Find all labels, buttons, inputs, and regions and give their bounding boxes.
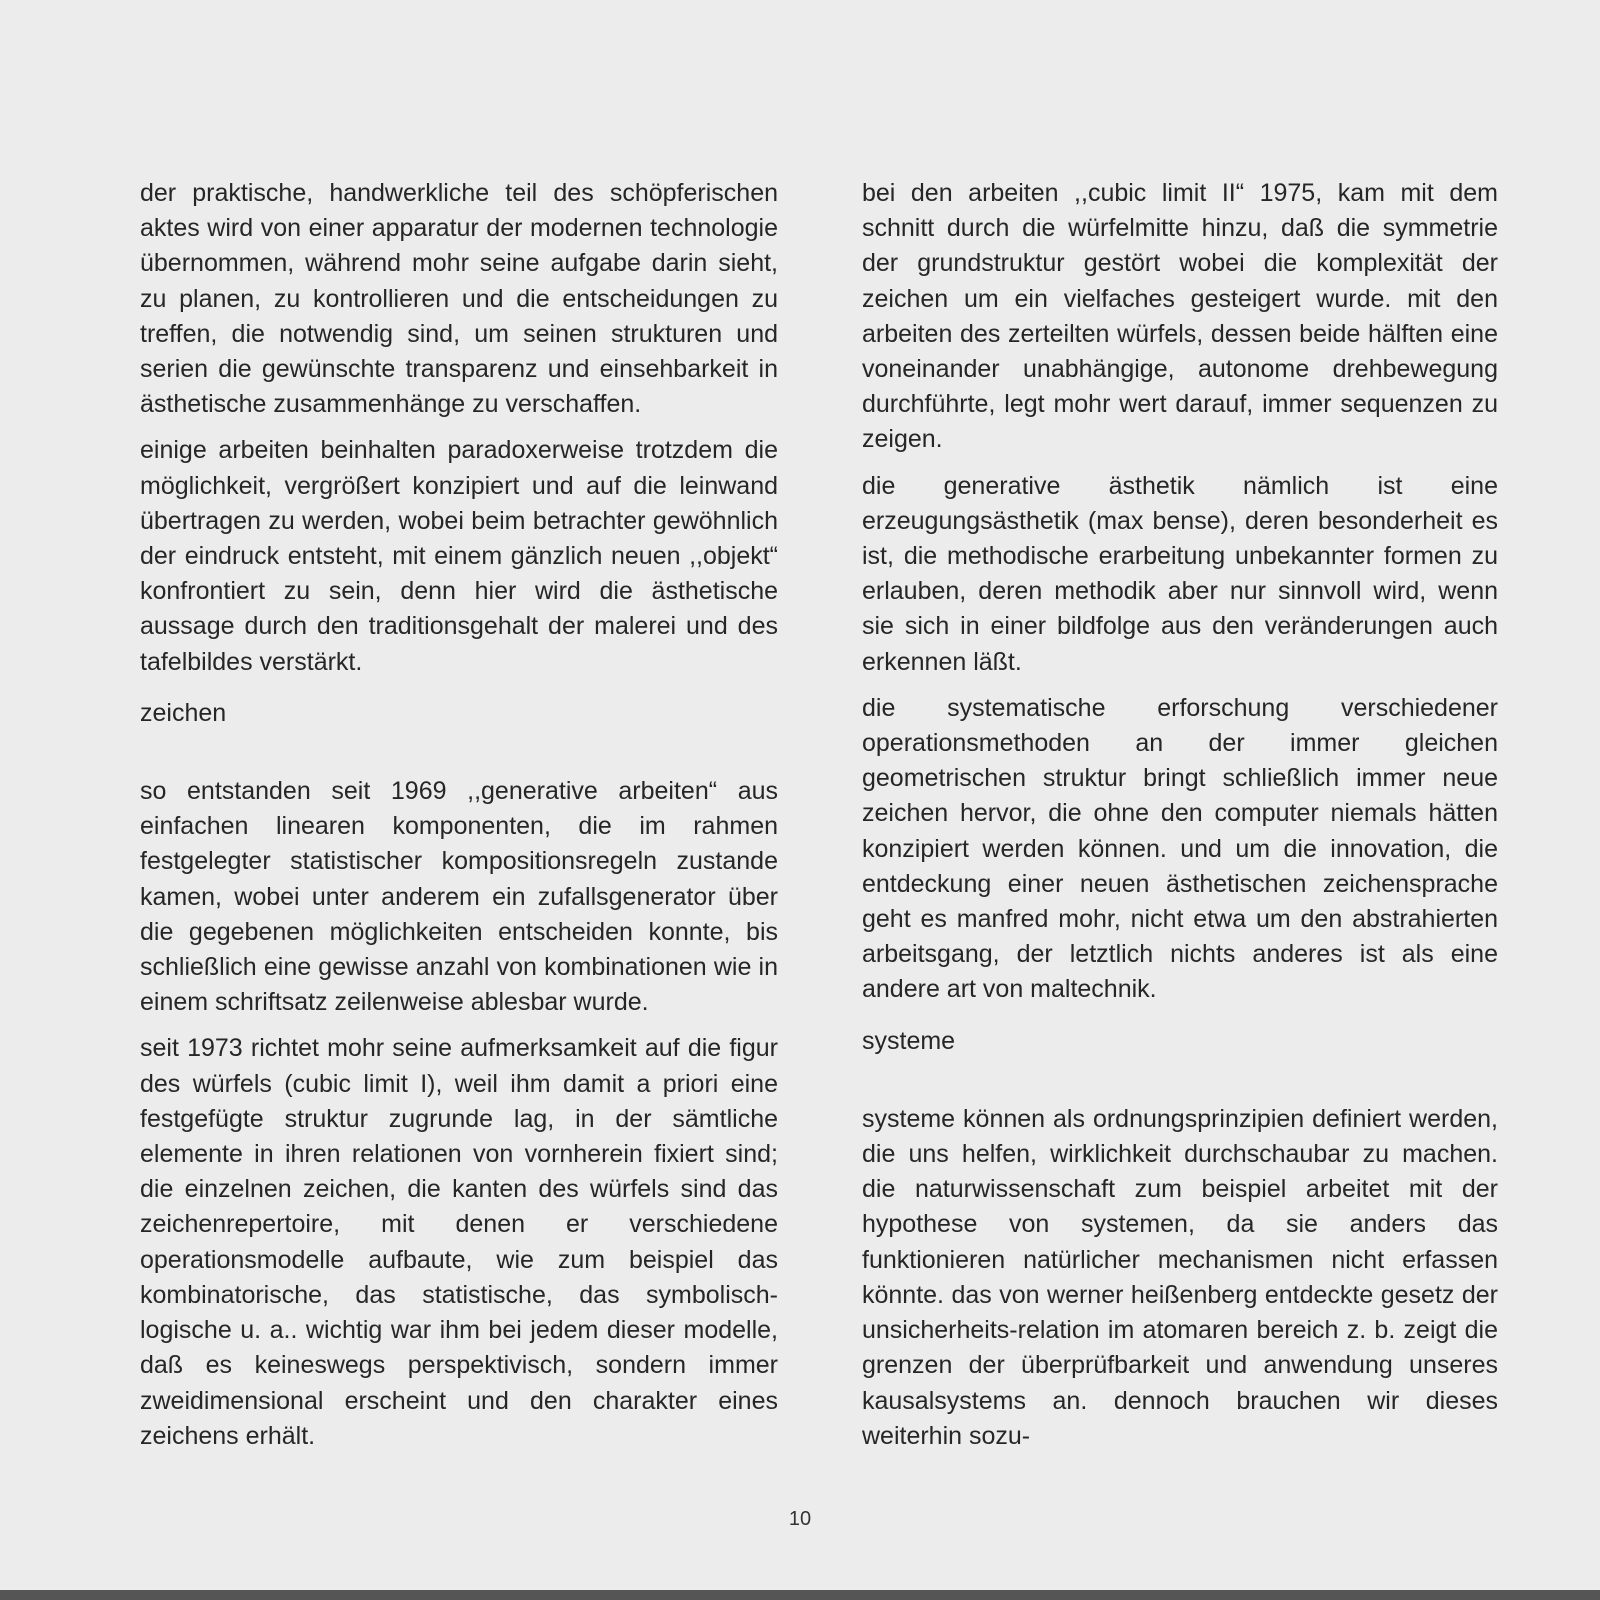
paragraph: die systematische erforschung verschiedener operationsmethoden an der immer gleichen geometrischen struktur bringt schließlich immer neue zeichen hervor, die ohne den computer niemals hätten konzipiert werden können. und um die innovation, die entdeckung einer neuen ästhetischen zeichensprache geht es manfred mohr, nicht etwa um den abstrahierten arbeitsgang, der letztlich nichts anderes ist als eine andere art von maltechnik. bbox=[862, 693, 1498, 1004]
page-number: 10 bbox=[788, 1508, 812, 1530]
paragraph: bei den arbeiten ,,cubic limit II“ 1975, kam mit dem schnitt durch die würfelmitte hinzu, daß die symmetrie der grundstruktur gestört wobei die komplexität der zeichen um ein vielfaches gesteigert wurde. mit den arbeiten des zerteilten würfels, dessen beide hälften eine voneinander unabhängige, autonome drehbewegung durchführte, legt mohr wert darauf, immer sequenzen zu zeigen. bbox=[862, 179, 1498, 454]
page-bottom-edge bbox=[0, 1590, 1600, 1600]
paragraph: so entstanden seit 1969 ,,generative arbeiten“ aus einfachen linearen komponenten, die im rahmen festgelegter statistischer kompositionsregeln zustande kamen, wobei unter anderem ein zufallsgenerator über die gegebenen möglichkeiten entscheiden konnte, bis schließlich eine gewisse anzahl von kombinationen wie in einem schriftsatz zeilenweise ablesbar wurde. bbox=[140, 777, 778, 1017]
paragraph: systeme können als ordnungsprinzipien definiert werden, die uns helfen, wirklichkeit durchschaubar zu machen. die naturwissenschaft zum beispiel arbeitet mit der hypothese von systemen, da sie anders das funktionieren natürlicher mechanismen nicht erfassen könnte. das von werner heißenberg entdeckte gesetz der unsicherheits-relation im atomaren bereich z. b. zeigt die grenzen der überprüfbarkeit und anwendung unseres kausalsystems an. dennoch brauchen wir dieses weiterhin sozu- bbox=[862, 1104, 1498, 1450]
section-heading-systeme: systeme bbox=[862, 1026, 956, 1055]
paragraph: die generative ästhetik nämlich ist eine erzeugungsästhetik (max bense), deren besonderheit es ist, die methodische erarbeitung unbekannter formen zu erlauben, deren methodik aber nur sinnvoll wird, wenn sie sich in einer bildfolge aus den veränderungen auch erkennen läßt. bbox=[862, 471, 1498, 676]
paragraph: einige arbeiten beinhalten paradoxerweise trotzdem die möglichkeit, vergrößert konzipiert und auf die leinwand übertragen zu werden, wobei beim betrachter gewöhnlich der eindruck entsteht, mit einem gänzlich neuen ,,objekt“ konfrontiert zu sein, denn hier wird die ästhetische aussage durch den traditionsgehalt der malerei und des tafelbildes verstärkt. bbox=[140, 436, 778, 676]
paragraph: der praktische, handwerkliche teil des schöpferischen aktes wird von einer apparatur der modernen technologie übernommen, während mohr seine aufgabe darin sieht, zu planen, zu kontrollieren und die entscheidungen zu treffen, die notwendig sind, um seinen strukturen und serien die gewünschte transparenz und einsehbarkeit in ästhetische zusammenhänge zu verschaffen. bbox=[140, 179, 778, 419]
left-text-column bbox=[140, 176, 778, 1465]
paragraph: seit 1973 richtet mohr seine aufmerksamkeit auf die figur des würfels (cubic limit I), weil ihm damit a priori eine festgefügte struktur zugrunde lag, in der sämtliche elemente in ihren relationen von vornherein fixiert sind; die einzelnen zeichen, die kanten des würfels sind das zeichenrepertoire, mit denen er verschiedene operationsmodelle aufbaute, wie zum beispiel das kombinatorische, das statistische, das symbolisch-logische u. a.. wichtig war ihm bei jedem dieser modelle, daß es keineswegs perspektivisch, sondern immer zweidimensional erscheint und den charakter eines zeichens erhält. bbox=[140, 1034, 778, 1450]
right-text-column bbox=[862, 176, 1498, 1465]
section-heading-zeichen: zeichen bbox=[140, 698, 227, 727]
